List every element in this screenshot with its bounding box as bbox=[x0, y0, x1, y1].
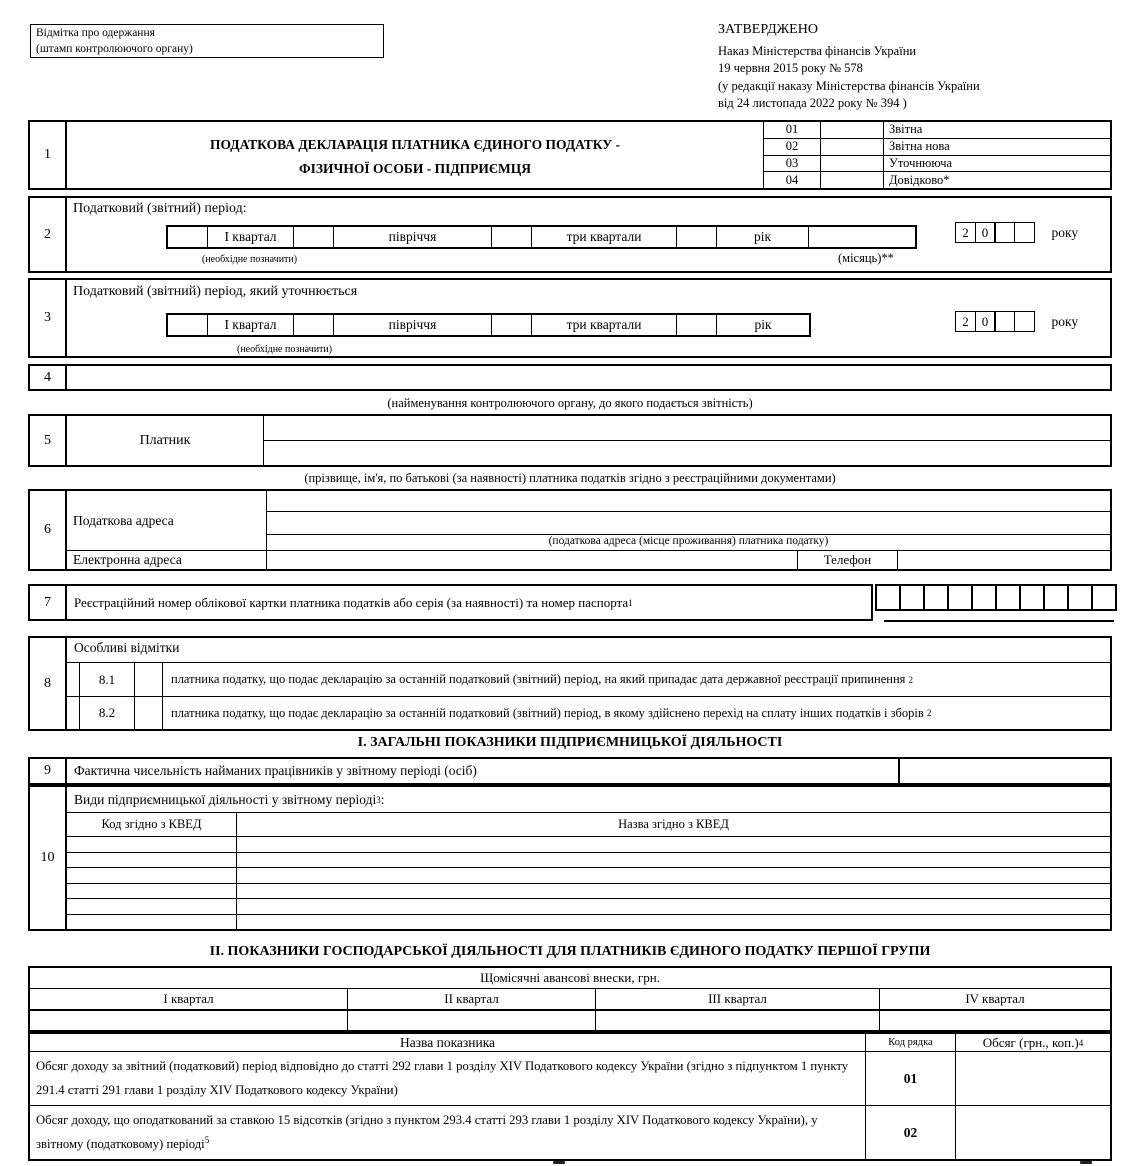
monthly-advances-table bbox=[28, 966, 1112, 1032]
section1-title: І. ЗАГАЛЬНІ ПОКАЗНИКИ ПІДПРИЄМНИЦЬКОЇ ДІЯЛЬНОСТІ bbox=[357, 735, 783, 750]
row6-address bbox=[28, 489, 1112, 571]
email-input-field[interactable] bbox=[267, 551, 797, 569]
mark-text: платника податку, що подає декларацію за останній податковий (звітний) період, на який припадає дата державної реєстрації припинення 2 bbox=[171, 672, 914, 686]
halfyear-checkbox-cell[interactable] bbox=[294, 315, 334, 335]
threequarters-checkbox-cell[interactable] bbox=[492, 315, 532, 335]
digit-cell[interactable] bbox=[1043, 584, 1069, 611]
kved-name-cell[interactable] bbox=[237, 868, 1110, 883]
threequarters-checkbox-cell[interactable] bbox=[492, 227, 532, 247]
year-digit-3-cell[interactable] bbox=[994, 311, 1015, 332]
approval-block bbox=[718, 20, 1130, 113]
footnote-ref-5: 5 bbox=[204, 1134, 210, 1145]
quarter2-header: ІІ квартал bbox=[348, 989, 596, 1009]
stamp-line2: (штамп контролюючого органу) bbox=[36, 42, 193, 55]
kved-name-cell[interactable] bbox=[237, 853, 1110, 868]
type-code: 04 bbox=[764, 172, 821, 188]
row2-month-note: (місяць)** bbox=[838, 251, 894, 265]
type-label: Довідково* bbox=[889, 172, 950, 187]
row1-number: 1 bbox=[30, 122, 67, 188]
type-row-zvitna bbox=[764, 122, 1110, 139]
receipt-stamp-box bbox=[30, 24, 384, 58]
section2-title: ІІ. ПОКАЗНИКИ ГОСПОДАРСЬКОЇ ДІЯЛЬНОСТІ ДЛЯ ПЛАТНИКІВ ЄДИНОГО ПОДАТКУ ПЕРШОЇ ГРУПИ bbox=[209, 944, 931, 959]
type-code: 01 bbox=[764, 122, 821, 138]
mark-code: 8.1 bbox=[79, 663, 135, 696]
row2-mark-note: (необхідне позначити) bbox=[202, 254, 298, 265]
tax-address-line2[interactable] bbox=[267, 512, 1110, 535]
threequarters-label: три квартали bbox=[532, 227, 677, 247]
month-input-cell[interactable] bbox=[809, 227, 915, 247]
quarter1-header: І квартал bbox=[30, 989, 348, 1009]
tax-number-label: Реєстраційний номер облікової картки платника податків або серія (за наявності) та номер паспорта 1 bbox=[74, 594, 633, 610]
quarter1-label: І квартал bbox=[208, 315, 294, 335]
row7-number: 7 bbox=[30, 586, 67, 619]
employees-value-cell[interactable] bbox=[902, 759, 1110, 783]
email-label: Електронна адреса bbox=[67, 551, 267, 569]
year-digit-2: 0 bbox=[975, 311, 996, 332]
quarter1-checkbox-cell[interactable] bbox=[168, 227, 208, 247]
kved-code-cell[interactable] bbox=[67, 868, 237, 883]
quarter1-label: І квартал bbox=[208, 227, 294, 247]
phone-input-field[interactable] bbox=[898, 551, 1110, 569]
quarter2-value-cell[interactable] bbox=[348, 1011, 596, 1030]
kved-empty-row bbox=[67, 837, 1110, 853]
mark-checkbox-cell[interactable] bbox=[135, 663, 163, 696]
indicator-text: Обсяг доходу, що оподаткований за ставкою 15 відсотків (згідно з пунктом 293.4 статті 293 глави 1 розділу XIV Податкового кодексу України), у звітному (податковому) періоді$^5$ bbox=[30, 1106, 866, 1159]
form-title bbox=[67, 122, 764, 188]
spacer bbox=[67, 697, 79, 729]
cutoff-text-fragment bbox=[1080, 1161, 1092, 1164]
kved-code-cell[interactable] bbox=[67, 837, 237, 852]
digit-cell[interactable] bbox=[947, 584, 973, 611]
year-checkbox-cell[interactable] bbox=[677, 227, 717, 247]
type-row-zvitna-nova bbox=[764, 139, 1110, 156]
spacer bbox=[67, 663, 79, 696]
mark-row-8-1 bbox=[67, 662, 1110, 696]
approval-line2: 19 червня 2015 року № 578 bbox=[718, 61, 863, 76]
row4-caption: (найменування контролюючого органу, до якого подається звітність) bbox=[387, 396, 753, 410]
row2-number: 2 bbox=[30, 198, 67, 271]
row10-kved bbox=[28, 785, 1112, 931]
halfyear-checkbox-cell[interactable] bbox=[294, 227, 334, 247]
type-label: Звітна нова bbox=[889, 139, 950, 154]
year-digit-1: 2 bbox=[955, 311, 976, 332]
kved-empty-row bbox=[67, 915, 1110, 930]
type-label: Уточнююча bbox=[889, 155, 953, 170]
kved-code-header: Код згідно з КВЕД bbox=[67, 813, 237, 836]
quarter3-header: ІІІ квартал bbox=[596, 989, 880, 1009]
row4-number: 4 bbox=[30, 366, 67, 389]
digit-cell[interactable] bbox=[1067, 584, 1093, 611]
form-title-line2: ФІЗИЧНОЇ ОСОБИ - ПІДПРИЄМЦЯ bbox=[298, 160, 532, 176]
row2-label: Податковий (звітний) період: bbox=[73, 201, 247, 216]
row1-declaration-title bbox=[28, 120, 1112, 190]
indicator-code-header: Код рядка bbox=[866, 1034, 956, 1051]
kved-name-cell[interactable] bbox=[237, 899, 1110, 914]
approval-line3: (у редакції наказу Міністерства фінансів України bbox=[718, 78, 980, 93]
year-digit-1: 2 bbox=[955, 222, 976, 243]
threequarters-label: три квартали bbox=[532, 315, 677, 335]
kved-section-label: Види підприємницької діяльності у звітному періоді 3 : bbox=[67, 787, 1110, 813]
row3-number: 3 bbox=[30, 280, 67, 356]
row6-number: 6 bbox=[30, 491, 67, 569]
year-checkbox-cell[interactable] bbox=[677, 315, 717, 335]
row3-mark-note: (необхідне позначити) bbox=[237, 344, 333, 355]
employees-label: Фактична чисельність найманих працівників у звітному періоді (осіб) bbox=[67, 759, 900, 783]
kved-header-row bbox=[67, 813, 1110, 837]
kved-code-cell[interactable] bbox=[67, 915, 237, 930]
quarter4-value-cell[interactable] bbox=[880, 1011, 1110, 1030]
kved-code-cell[interactable] bbox=[67, 899, 237, 914]
row10-number: 10 bbox=[30, 787, 67, 929]
indicator-amount-cell[interactable] bbox=[956, 1052, 1110, 1105]
indicator-text: Обсяг доходу за звітний (податковий) період відповідно до статті 292 глави 1 розділу XIV Податкового кодексу України (згідно з підпунктом 1 пункту 291.4 статті 291 глави 1 розділу XIV Податкового кодексу України) bbox=[30, 1052, 866, 1105]
type-row-utochniuiucha bbox=[764, 156, 1110, 173]
year-label: рік bbox=[717, 227, 809, 247]
row8-special-marks bbox=[28, 636, 1112, 731]
quarter3-value-cell[interactable] bbox=[596, 1011, 880, 1030]
row4-authority-field bbox=[28, 364, 1112, 391]
stamp-line1: Відмітка про одержання bbox=[36, 27, 155, 39]
digit-cell[interactable] bbox=[995, 584, 1021, 611]
payer-label: Платник bbox=[67, 416, 264, 465]
type-label: Звітна bbox=[889, 122, 923, 137]
row3-period-strip bbox=[166, 313, 811, 337]
year-label: рік bbox=[754, 317, 772, 332]
row5-payer bbox=[28, 414, 1112, 467]
approval-line1: Наказ Міністерства фінансів України bbox=[718, 43, 917, 58]
quarter1-value-cell[interactable] bbox=[30, 1011, 348, 1030]
indicator-code: 01 bbox=[866, 1052, 956, 1105]
row8-number: 8 bbox=[30, 638, 67, 729]
indicator-row-01 bbox=[30, 1052, 1110, 1106]
email-phone-row bbox=[67, 551, 1110, 569]
type-checkbox-cell[interactable] bbox=[821, 122, 884, 138]
kved-empty-row bbox=[67, 853, 1110, 869]
digit-cell[interactable] bbox=[899, 584, 925, 611]
row7-tax-number bbox=[28, 584, 873, 621]
row9-employees bbox=[28, 757, 1112, 785]
kved-name-header: Назва згідно з КВЕД bbox=[618, 817, 729, 831]
mark-text: платника податку, що подає декларацію за останній податковий (звітний) період, в якому здійснено перехід на сплату інших податків і зборів 2 bbox=[171, 705, 932, 720]
phone-label: Телефон bbox=[797, 551, 898, 569]
indicator-name-header: Назва показника bbox=[30, 1034, 866, 1051]
payer-name-line2[interactable] bbox=[264, 441, 1110, 466]
mark-code: 8.2 bbox=[79, 697, 135, 729]
row2-year-boxes bbox=[955, 222, 1078, 243]
special-marks-header: Особливі відмітки bbox=[74, 640, 180, 655]
kved-empty-row bbox=[67, 868, 1110, 884]
payer-name-line1[interactable] bbox=[264, 416, 1110, 441]
indicators-table bbox=[28, 1032, 1112, 1161]
indicators-header-row bbox=[30, 1034, 1110, 1052]
row3-year-boxes bbox=[955, 311, 1078, 332]
form-title-line1: ПОДАТКОВА ДЕКЛАРАЦІЯ ПЛАТНИКА ЄДИНОГО ПОДАТКУ - bbox=[209, 137, 621, 152]
approval-line4: від 24 листопада 2022 року № 394 ) bbox=[718, 96, 907, 111]
indicator-amount-header: Обсяг (грн., коп.) 4 bbox=[982, 1034, 1084, 1050]
type-code: 02 bbox=[764, 139, 821, 155]
row2-reporting-period bbox=[28, 196, 1112, 273]
type-checkbox-cell[interactable] bbox=[821, 156, 884, 172]
digit-cell[interactable] bbox=[1019, 584, 1045, 611]
type-checkbox-cell[interactable] bbox=[821, 139, 884, 155]
cutoff-text-fragment bbox=[553, 1161, 565, 1164]
digit-cell[interactable] bbox=[875, 584, 901, 611]
kved-content bbox=[67, 787, 1110, 929]
digit-cell[interactable] bbox=[1091, 584, 1117, 611]
quarter1-checkbox-cell[interactable] bbox=[168, 315, 208, 335]
tax-address-caption: (податкова адреса (місце проживання) платника податку) bbox=[267, 535, 1110, 551]
quarter4-header: ІV квартал bbox=[965, 991, 1025, 1006]
row3-label: Податковий (звітний) період, який уточнюється bbox=[73, 284, 358, 299]
halfyear-label: півріччя bbox=[334, 227, 492, 247]
year-digit-3-cell[interactable] bbox=[994, 222, 1015, 243]
year-word: року bbox=[1051, 224, 1079, 240]
row2-period-strip bbox=[166, 225, 917, 249]
mark-row-8-2 bbox=[67, 696, 1110, 729]
kved-name-cell[interactable] bbox=[237, 915, 1110, 930]
tax-address-label: Податкова адреса bbox=[67, 491, 267, 551]
row9-number: 9 bbox=[30, 759, 67, 783]
year-digit-4-cell[interactable] bbox=[1014, 222, 1035, 243]
advances-header: Щомісячні авансові внески, грн. bbox=[30, 968, 1110, 989]
indicator-code: 02 bbox=[866, 1106, 956, 1159]
authority-input-field[interactable] bbox=[67, 366, 1110, 389]
year-word: року bbox=[1051, 313, 1079, 329]
row5-number: 5 bbox=[30, 416, 67, 465]
year-digit-2: 0 bbox=[975, 222, 996, 243]
tax-address-line1[interactable] bbox=[267, 491, 1110, 512]
kved-empty-row bbox=[67, 884, 1110, 900]
digit-cell[interactable] bbox=[971, 584, 997, 611]
row5-caption: (прізвище, ім'я, по батькові (за наявності) платника податків згідно з реєстраційними документами) bbox=[304, 471, 836, 485]
declaration-type-table bbox=[764, 122, 1110, 188]
digit-cell[interactable] bbox=[923, 584, 949, 611]
type-row-dovidkovo bbox=[764, 172, 1110, 188]
indicator-row-02 bbox=[30, 1106, 1110, 1159]
approval-title: ЗАТВЕРДЖЕНО bbox=[718, 22, 818, 37]
advances-quarter-headers bbox=[30, 989, 1110, 1011]
row3-clarified-period bbox=[28, 278, 1112, 358]
year-digit-4-cell[interactable] bbox=[1014, 311, 1035, 332]
kved-name-cell[interactable] bbox=[237, 884, 1110, 899]
kved-empty-row bbox=[67, 899, 1110, 915]
indicator-amount-cell[interactable] bbox=[956, 1106, 1110, 1159]
halfyear-label: півріччя bbox=[334, 315, 492, 335]
mark-checkbox-cell[interactable] bbox=[135, 697, 163, 729]
type-checkbox-cell[interactable] bbox=[821, 172, 884, 188]
kved-name-cell[interactable] bbox=[237, 837, 1110, 852]
tax-number-digit-boxes bbox=[875, 584, 1117, 611]
type-code: 03 bbox=[764, 156, 821, 172]
digit-strip-underline bbox=[884, 620, 1114, 622]
advances-value-row bbox=[30, 1011, 1110, 1030]
kved-code-cell[interactable] bbox=[67, 853, 237, 868]
kved-code-cell[interactable] bbox=[67, 884, 237, 899]
